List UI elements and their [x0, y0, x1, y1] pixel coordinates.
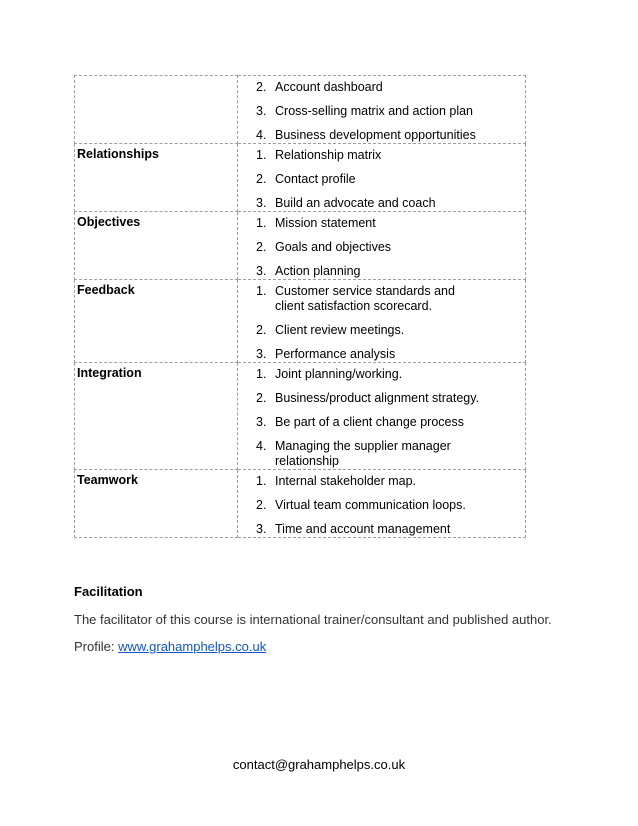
row-items-cell — [238, 280, 526, 363]
list-item-number: 3. — [256, 415, 267, 429]
table-row — [75, 76, 526, 144]
list-item-text: Goals and objectives — [275, 240, 392, 254]
list-item — [238, 391, 525, 406]
list-item-number: 1. — [256, 148, 267, 162]
row-label-cell — [75, 144, 238, 212]
numbered-list — [238, 144, 525, 211]
row-label: Relationships — [77, 147, 159, 161]
row-label-cell — [75, 363, 238, 470]
list-item-text: Cross-selling matrix and action plan — [275, 104, 474, 118]
numbered-list — [238, 470, 525, 537]
list-item-text: Business/product alignment strategy. — [275, 391, 480, 405]
list-item-text: Contact profile — [275, 172, 356, 186]
list-item-number: 1. — [256, 474, 267, 488]
list-item-number: 2. — [256, 323, 267, 337]
row-label: Integration — [77, 366, 142, 380]
row-label-cell — [75, 470, 238, 538]
row-label — [75, 76, 237, 79]
row-items-cell — [238, 144, 526, 212]
row-items-cell — [238, 363, 526, 470]
list-item-text: Performance analysis — [275, 347, 396, 361]
list-item-number: 3. — [256, 264, 267, 278]
list-item — [238, 439, 525, 469]
list-item — [238, 80, 525, 95]
list-item-text: Mission statement — [275, 216, 376, 230]
list-item — [238, 474, 525, 489]
table-row — [75, 280, 526, 363]
list-item-number: 4. — [256, 439, 267, 453]
list-item — [238, 498, 525, 513]
profile-label: Profile: — [74, 639, 119, 654]
list-item-number: 3. — [256, 196, 267, 210]
list-item-number: 3. — [256, 104, 267, 118]
row-items-cell — [238, 212, 526, 280]
list-item — [238, 367, 525, 382]
list-item-number: 1. — [256, 284, 267, 298]
list-item-text: Managing the supplier manager relationship — [275, 439, 451, 468]
list-item — [238, 172, 525, 187]
list-item-number: 1. — [256, 216, 267, 230]
list-item-text: Relationship matrix — [275, 148, 382, 162]
list-item — [238, 148, 525, 163]
list-item — [238, 415, 525, 430]
numbered-list — [238, 212, 525, 279]
row-label: Objectives — [77, 215, 141, 229]
row-items-cell — [238, 76, 526, 144]
list-item-text: Virtual team communication loops. — [275, 498, 466, 512]
list-item — [238, 196, 525, 211]
list-item — [238, 323, 525, 338]
list-item — [238, 522, 525, 537]
facilitation-description: The facilitator of this course is international trainer/consultant and published author. — [74, 612, 552, 627]
row-items-cell — [238, 470, 526, 538]
list-item — [238, 347, 525, 362]
list-item-text: Customer service standards and client satisfaction scorecard. — [275, 284, 455, 313]
table-row — [75, 212, 526, 280]
numbered-list — [238, 280, 525, 362]
list-item — [238, 284, 525, 314]
list-item-number: 2. — [256, 498, 267, 512]
list-item-text: Joint planning/working. — [275, 367, 403, 381]
table-row — [75, 363, 526, 470]
numbered-list — [238, 76, 525, 143]
list-item-number: 2. — [256, 172, 267, 186]
profile-line — [74, 639, 266, 654]
list-item-number: 2. — [256, 80, 267, 94]
row-label: Teamwork — [77, 473, 138, 487]
row-label-cell — [75, 212, 238, 280]
table-row — [75, 144, 526, 212]
list-item-text: Time and account management — [275, 522, 451, 536]
list-item — [238, 216, 525, 231]
list-item-number: 2. — [256, 391, 267, 405]
row-label-cell — [75, 76, 238, 144]
footer-contact: contact@grahamphelps.co.uk — [232, 757, 406, 772]
list-item-number: 3. — [256, 347, 267, 361]
list-item-number: 4. — [256, 128, 267, 142]
list-item-text: Be part of a client change process — [275, 415, 465, 429]
list-item-text: Business development opportunities — [275, 128, 476, 142]
list-item-text: Internal stakeholder map. — [275, 474, 417, 488]
numbered-list — [238, 363, 525, 469]
profile-link[interactable]: www.grahamphelps.co.uk — [118, 639, 267, 654]
row-label: Feedback — [77, 283, 135, 297]
list-item-number: 2. — [256, 240, 267, 254]
content-table-body — [75, 76, 526, 538]
list-item — [238, 104, 525, 119]
list-item-text: Action planning — [275, 264, 361, 278]
list-item-text: Account dashboard — [275, 80, 383, 94]
facilitation-heading: Facilitation — [74, 584, 143, 599]
row-label-cell — [75, 280, 238, 363]
list-item-number: 1. — [256, 367, 267, 381]
list-item-number: 3. — [256, 522, 267, 536]
list-item — [238, 240, 525, 255]
table-row — [75, 470, 526, 538]
list-item — [238, 128, 525, 143]
list-item-text: Build an advocate and coach — [275, 196, 436, 210]
content-table — [74, 75, 526, 538]
list-item-text: Client review meetings. — [275, 323, 405, 337]
list-item — [238, 264, 525, 279]
